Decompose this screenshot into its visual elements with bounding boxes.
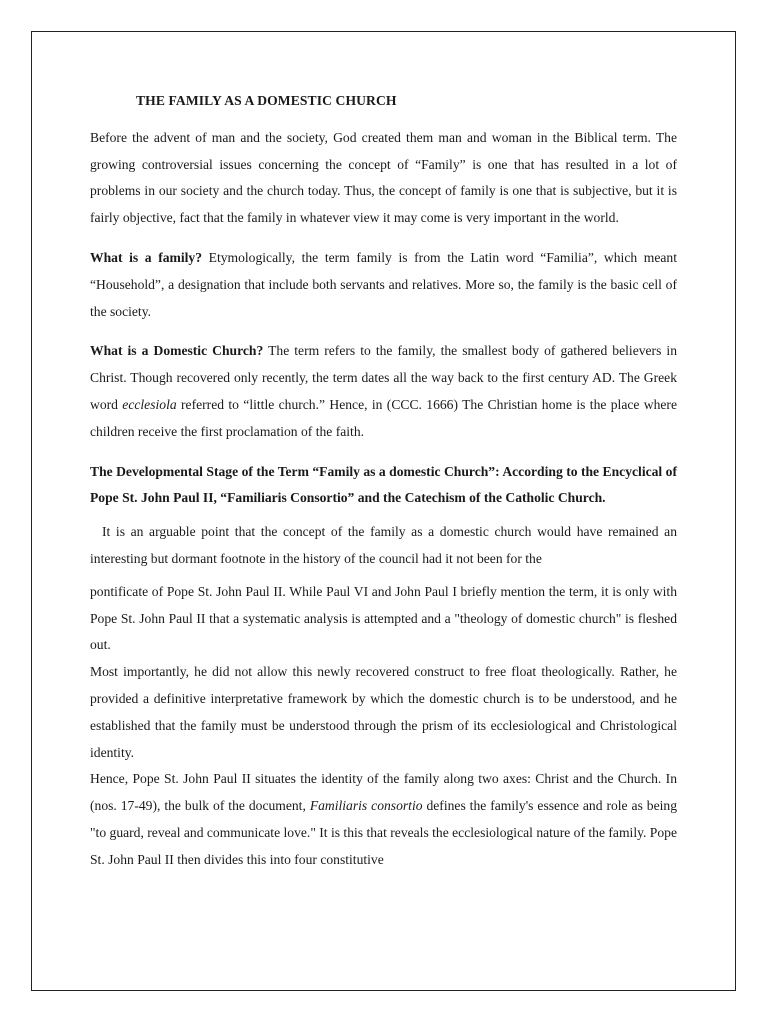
paragraph-text: Hence, Pope St. John Paul II situates the identity of the family along two axes: Christ and the Church. In (nos. 17-49), the bulk of the document, — [90, 771, 677, 814]
paragraph-text: defines the family's essence and role as being "to guard, reveal and communicate love." It is this that reveals the ecclesiological nature of the family. Pope St. John Paul II then divides this into four constitutive — [90, 798, 678, 867]
paragraph-text: referred to “little church.” Hence, in (CCC. 1666) The Christian home is the place where children receive the first proclamation of the faith. — [90, 396, 677, 439]
paragraph-arguable-point: It is an arguable point that the concept of the family as a domestic church would have remained an interesting but dormant footnote in the history of the council had it not been for the — [90, 524, 677, 566]
italic-term: Familiaris consortio — [309, 798, 423, 814]
paragraph-what-is-family — [90, 245, 677, 325]
paragraph-pontificate: pontificate of Pope St. John Paul II. While Paul VI and John Paul I briefly mention the term, it is only with Pope St. John Paul II that a systematic analysis is attempted and a "theology of domestic church" is fleshed out. — [90, 583, 677, 653]
section-heading — [90, 459, 677, 513]
paragraph-text: Etymologically, the term family is from the Latin word “Familia”, which meant “Household”, a designation that include both servants and relatives. More so, the family is the basic cell of the society. — [90, 249, 677, 319]
paragraph-two-axes — [90, 766, 677, 873]
paragraph-most-importantly: Most importantly, he did not allow this newly recovered construct to free float theologically. Rather, he provided a definitive interpretative framework by which the domestic church is to be understood, and he established that the family must be understood through the prism of its ecclesiological and Christological identity. — [90, 664, 677, 760]
paragraph-domestic-church — [90, 338, 677, 445]
section-heading-text: The Developmental Stage of the Term “Family as a domestic Church”: According to the Encyclical of Pope St. John Paul II, “Familiaris Consortio” and the Catechism of the Catholic Church. — [90, 463, 677, 506]
paragraph-lead: What is a Domestic Church? — [90, 343, 264, 359]
document-title: THE FAMILY AS A DOMESTIC CHURCH — [136, 93, 397, 108]
paragraph-intro: Before the advent of man and the society, God created them man and woman in the Biblical term. The growing controversial issues concerning the concept of “Family” is one that has resulted in a lot of problems in our society and the church today. Thus, the concept of family is one that is subjective, but it is fairly objective, fact that the family in whatever view it may come is very important in the world. — [90, 129, 677, 226]
paragraph-text: The term refers to the family, the smallest body of gathered believers in Christ. Though recovered only recently, the term dates all the way back to the first century AD. The Greek word — [90, 343, 678, 412]
document-body — [90, 88, 677, 874]
paragraph-lead: What is a family? — [90, 249, 203, 265]
italic-term: ecclesiola — [122, 396, 177, 412]
